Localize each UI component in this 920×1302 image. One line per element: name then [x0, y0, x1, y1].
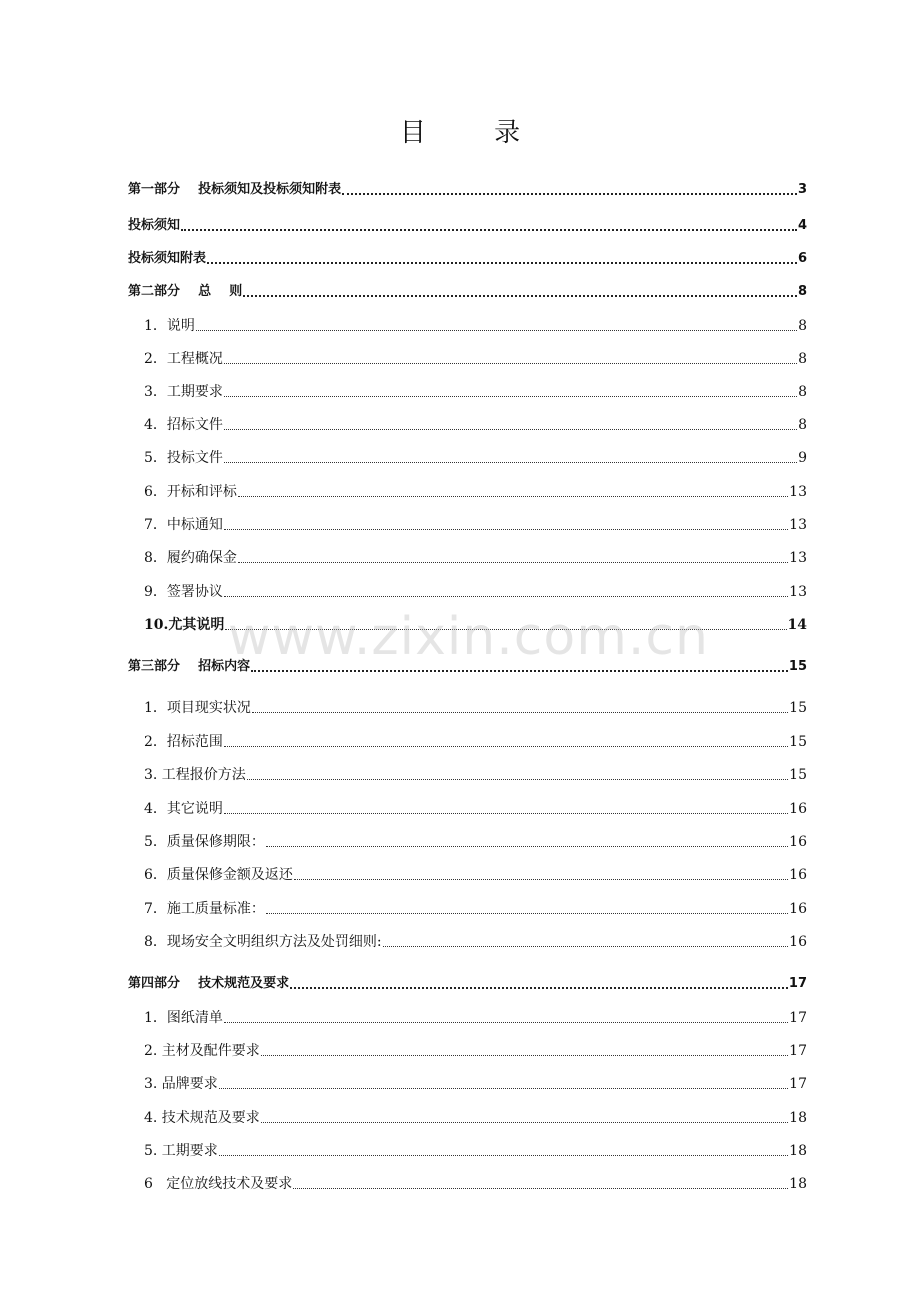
toc-entry-label: 8．履约确保金 [144, 550, 237, 566]
toc-entry-label: 6．质量保修金额及返还 [144, 867, 293, 883]
toc-dot-leader [261, 1054, 788, 1056]
toc-dot-leader [219, 1154, 788, 1156]
toc-part-entry[interactable] [128, 278, 807, 300]
toc-dot-leader [219, 1087, 788, 1089]
toc-sub-entry[interactable] [144, 1137, 807, 1159]
toc-dot-leader [225, 628, 786, 630]
toc-dot-leader [196, 329, 797, 331]
toc-entry-label: 投标须知附表 [128, 251, 207, 266]
toc-dot-leader [243, 294, 797, 297]
toc-page-number: 16 [789, 901, 807, 917]
toc-entry-label: 10.尤其说明 [144, 617, 225, 633]
toc-sub-entry[interactable] [144, 1104, 807, 1126]
toc-entry-label: 2．招标范围 [144, 734, 223, 750]
toc-entry-label: 2．工程概况 [144, 351, 223, 367]
toc-sub-entry[interactable] [144, 795, 807, 817]
toc-sub-entry[interactable] [144, 1170, 807, 1192]
toc-dot-leader [207, 261, 797, 264]
toc-entry-label: 6．开标和评标 [144, 484, 237, 500]
toc-entry-label: 8．现场安全文明组织方法及处罚细则: [144, 934, 382, 950]
toc-dot-leader [342, 192, 797, 195]
toc-sub-entry[interactable] [144, 345, 807, 367]
toc-dot-leader [383, 945, 789, 947]
toc-page-number: 18 [789, 1176, 807, 1192]
toc-sub-entry[interactable] [144, 378, 807, 400]
toc-dot-leader [293, 1187, 788, 1189]
toc-entry-label: 3. 工程报价方法 [144, 767, 246, 783]
toc-sub-entry[interactable] [144, 1004, 807, 1026]
toc-page-number: 17 [789, 1010, 807, 1026]
toc-dot-leader [266, 912, 788, 914]
toc-page-number: 9 [798, 450, 807, 466]
toc-page-number: 13 [789, 517, 807, 533]
toc-sub-entry[interactable] [144, 1070, 807, 1092]
toc-entry-label: 5．投标文件 [144, 450, 223, 466]
toc-page-number: 16 [789, 867, 807, 883]
toc-dot-leader [252, 711, 788, 713]
toc-entry-label: 5. 工期要求 [144, 1143, 218, 1159]
toc-page-number: 15 [789, 734, 807, 750]
toc-page-number: 17 [789, 1043, 807, 1059]
toc-entry-label: 4．招标文件 [144, 417, 223, 433]
toc-entry-label: 2. 主材及配件要求 [144, 1043, 260, 1059]
toc-dot-leader [224, 595, 788, 597]
toc-page-number: 13 [789, 584, 807, 600]
toc-sub-entry[interactable] [144, 928, 807, 950]
toc-part-entry[interactable] [128, 245, 807, 267]
toc-page-number: 8 [797, 284, 807, 299]
toc-part-entry[interactable] [128, 176, 807, 198]
toc-title: 目 录 [399, 118, 551, 148]
toc-entry-label: 4．其它说明 [144, 801, 223, 817]
toc-sub-entry[interactable] [144, 895, 807, 917]
toc-page-number: 18 [789, 1110, 807, 1126]
toc-page-number: 8 [798, 384, 807, 400]
toc-entry-label: 第四部分 技术规范及要求 [128, 976, 290, 991]
toc-sub-entry[interactable] [144, 761, 807, 783]
toc-dot-leader [294, 878, 788, 880]
toc-page-number: 15 [789, 700, 807, 716]
toc-page-number: 17 [789, 1076, 807, 1092]
toc-part-entry[interactable] [128, 212, 807, 234]
toc-sub-entry[interactable] [144, 1037, 807, 1059]
toc-page-number: 13 [789, 484, 807, 500]
toc-dot-leader [266, 845, 788, 847]
toc-sub-entry[interactable] [144, 728, 807, 750]
toc-dot-leader [224, 428, 797, 430]
toc-page-number: 17 [788, 976, 807, 991]
toc-page-number: 8 [798, 417, 807, 433]
toc-entry-label: 1．图纸清单 [144, 1010, 223, 1026]
toc-sub-entry[interactable] [144, 828, 807, 850]
toc-entry-label: 4. 技术规范及要求 [144, 1110, 260, 1126]
toc-page-number: 16 [789, 834, 807, 850]
toc-sub-entry[interactable] [144, 478, 807, 500]
toc-page-number: 6 [797, 251, 807, 266]
toc-sub-entry[interactable] [144, 578, 807, 600]
toc-page-number: 8 [798, 351, 807, 367]
toc-sub-entry[interactable] [144, 544, 807, 566]
toc-page-number: 3 [797, 182, 807, 197]
toc-sub-entry[interactable] [144, 444, 807, 466]
toc-page-number: 16 [789, 934, 807, 950]
toc-entry-label: 第二部分 总 则 [128, 284, 243, 299]
toc-sub-entry[interactable] [144, 694, 807, 716]
toc-dot-leader [247, 778, 788, 780]
toc-entry-label: 5．质量保修期限： [144, 834, 265, 850]
toc-entry-label: 3．工期要求 [144, 384, 223, 400]
toc-dot-leader [224, 745, 788, 747]
toc-dot-leader [181, 228, 797, 231]
toc-part-entry[interactable] [128, 653, 807, 675]
toc-dot-leader [261, 1121, 788, 1123]
toc-entry-label: 3. 品牌要求 [144, 1076, 218, 1092]
toc-dot-leader [224, 1021, 788, 1023]
toc-dot-leader [224, 395, 797, 397]
toc-dot-leader [251, 669, 788, 672]
toc-page-number: 14 [787, 617, 807, 633]
toc-entry-label: 第三部分 招标内容 [128, 659, 251, 674]
toc-page-number: 13 [789, 550, 807, 566]
toc-sub-entry[interactable] [144, 611, 807, 633]
toc-page-number: 15 [789, 767, 807, 783]
toc-page-number: 18 [789, 1143, 807, 1159]
toc-dot-leader [224, 812, 788, 814]
toc-entry-label: 7．中标通知 [144, 517, 223, 533]
toc-entry-label: 1．项目现实状况 [144, 700, 251, 716]
toc-page-number: 4 [797, 218, 807, 233]
toc-entry-label: 第一部分 投标须知及投标须知附表 [128, 182, 342, 197]
toc-dot-leader [224, 528, 788, 530]
toc-sub-entry[interactable] [144, 511, 807, 533]
toc-dot-leader [224, 362, 797, 364]
toc-entry-label: 投标须知 [128, 218, 181, 233]
watermark: www.zixin.com.cn [228, 607, 709, 667]
toc-entry-label: 1．说明 [144, 318, 195, 334]
toc-dot-leader [224, 461, 797, 463]
toc-entry-label: 9．签署协议 [144, 584, 223, 600]
toc-entry-label: 6 定位放线技术及要求 [144, 1176, 293, 1192]
toc-sub-entry[interactable] [144, 411, 807, 433]
toc-dot-leader [290, 986, 788, 989]
toc-page-number: 16 [789, 801, 807, 817]
toc-sub-entry[interactable] [144, 312, 807, 334]
toc-entry-label: 7．施工质量标准： [144, 901, 265, 917]
toc-page-number: 8 [798, 318, 807, 334]
toc-page-number: 15 [788, 659, 807, 674]
toc-part-entry[interactable] [128, 970, 807, 992]
toc-dot-leader [238, 561, 788, 563]
toc-dot-leader [238, 495, 788, 497]
toc-sub-entry[interactable] [144, 861, 807, 883]
